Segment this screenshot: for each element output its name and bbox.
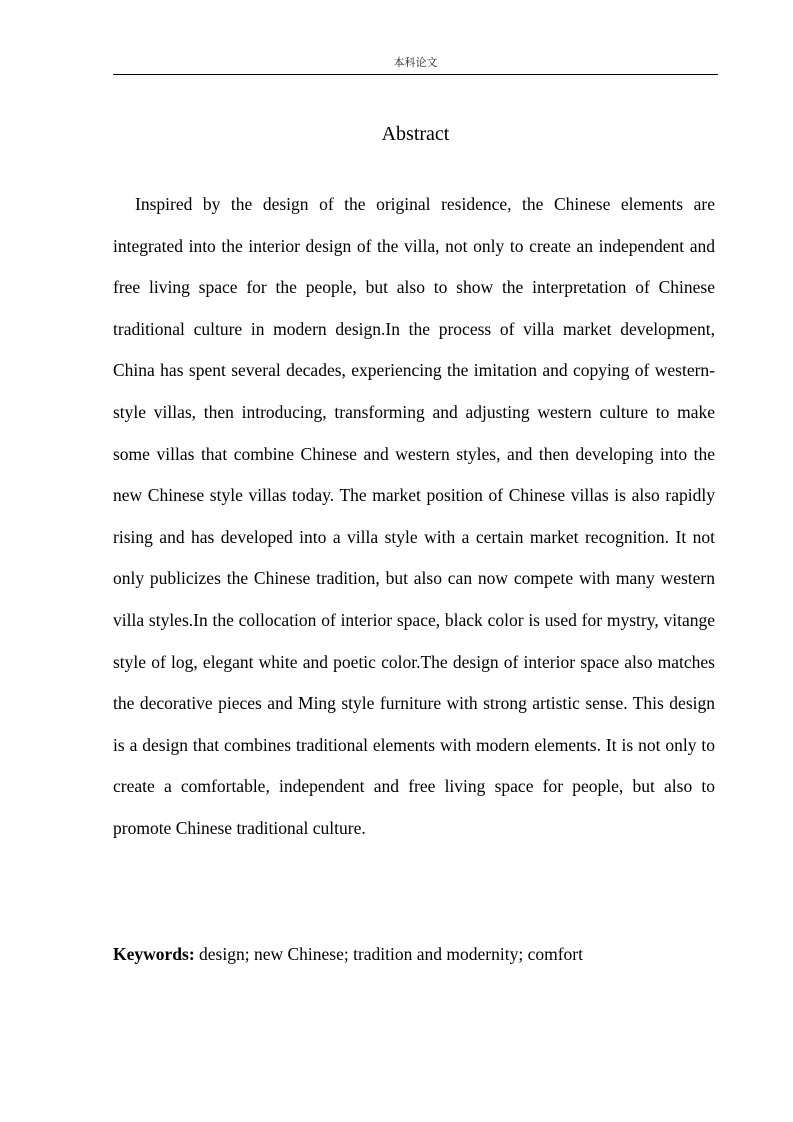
keywords-label: Keywords: [113, 944, 195, 964]
keywords-text: design; new Chinese; tradition and modernity; comfort [194, 944, 583, 964]
page-header [113, 56, 718, 75]
keywords-line [113, 939, 718, 969]
running-title: 本科论文 [393, 56, 438, 69]
abstract-title: Abstract [381, 123, 450, 145]
abstract-body: Inspired by the design of the original residence, the Chinese elements are integrated into the interior design of the villa, not only to create an independent and free living space for the people, but also to show the interpretation of Chinese traditional culture in modern design.In the process of villa market development, China has spent several decades, experiencing the imitation and copying of western-style villas, then introducing, transforming and adjusting western culture to make some villas that combine Chinese and western styles, and then developing into the new Chinese style villas today. The market position of Chinese villas is also rapidly rising and has developed into a villa style with a certain market recognition. It not only publicizes the Chinese tradition, but also can now compete with many western villa styles.In the collocation of interior space, black color is used for mystry, vitange style of log, elegant white and poetic color.The design of interior space also matches the decorative pieces and Ming style furniture with strong artistic sense. This design is a design that combines traditional elements with modern elements. It is not only to create a comfortable, independent and free living space for people, but also to promote Chinese traditional culture. [113, 194, 715, 838]
